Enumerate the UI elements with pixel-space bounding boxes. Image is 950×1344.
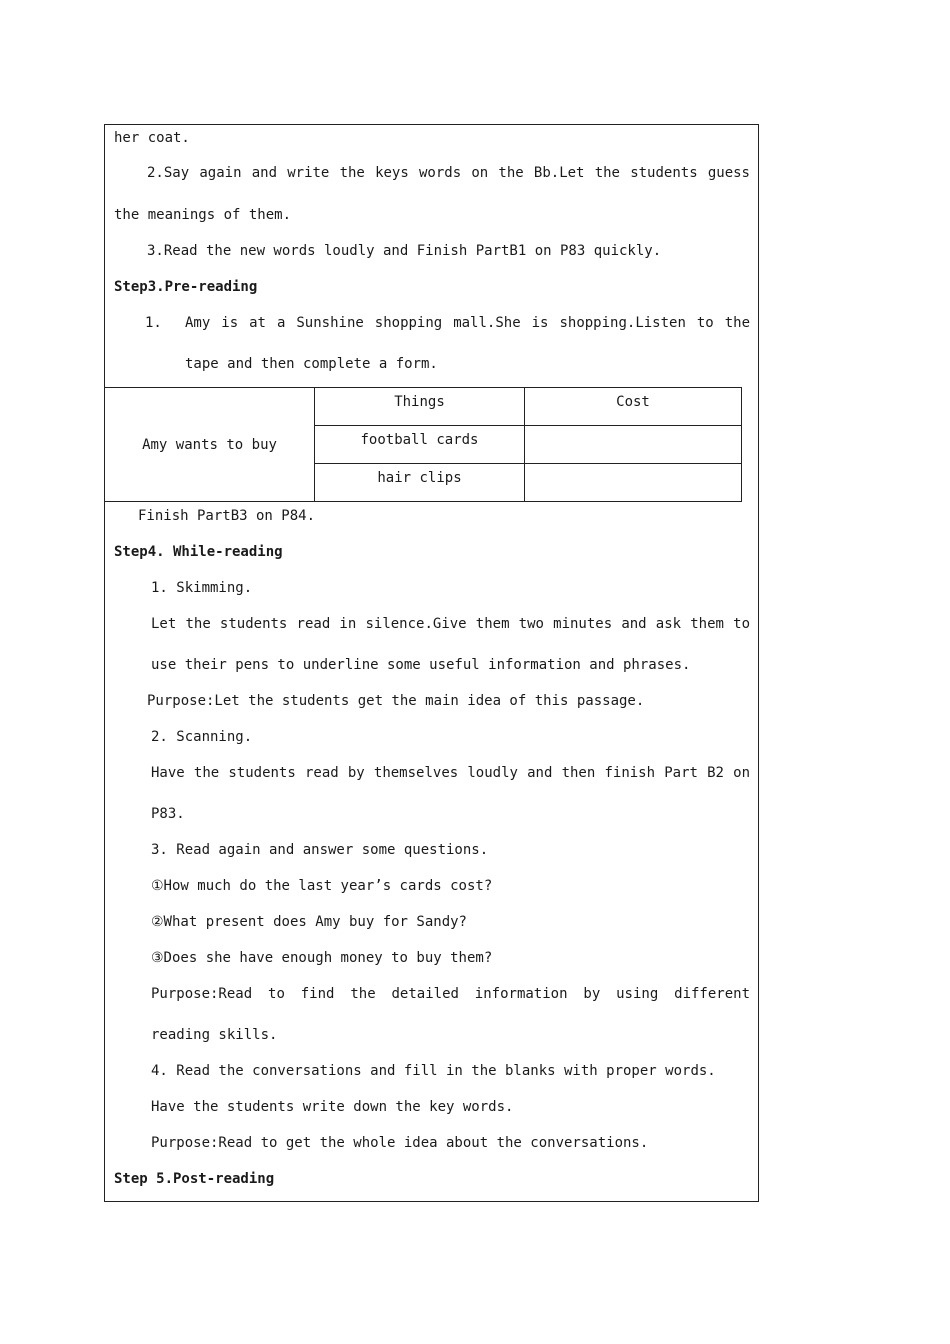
text-line: Have the students write down the key words.: [151, 1099, 514, 1115]
text-line: 3. Read again and answer some questions.: [151, 842, 489, 858]
step-heading: Step3.Pre-reading: [114, 279, 258, 295]
text-line: 3.Read the new words loudly and Finish PartB1 on P83 quickly.: [147, 243, 662, 259]
text-line: Purpose:Read to get the whole idea about the conversations.: [151, 1135, 649, 1151]
text-line: 4. Read the conversations and fill in the blanks with proper words.: [151, 1063, 716, 1079]
text-line: tape and then complete a form.: [185, 356, 438, 372]
text-line: 2. Scanning.: [151, 729, 253, 745]
form-cell-cost[interactable]: [525, 426, 742, 464]
text-line: Amy is at a Sunshine shopping mall.She is shopping.Listen to the: [185, 315, 750, 331]
text-line: 1. Skimming.: [151, 580, 253, 596]
question-line: ①How much do the last year’s cards cost?: [151, 878, 493, 894]
text-line: Let the students read in silence.Give them two minutes and ask them to: [151, 616, 750, 632]
text-line: reading skills.: [151, 1027, 278, 1043]
text-line: Have the students read by themselves loudly and then finish Part B2 on: [151, 765, 750, 781]
text-line: Finish PartB3 on P84.: [138, 508, 316, 524]
form-cell-cost[interactable]: [525, 464, 742, 502]
text-line: P83.: [151, 806, 185, 822]
text-line: the meanings of them.: [114, 207, 292, 223]
text-line: Purpose:Let the students get the main idea of this passage.: [147, 693, 645, 709]
question-line: ③Does she have enough money to buy them?: [151, 950, 493, 966]
text-line: 2.Say again and write the keys words on the Bb.Let the students guess: [147, 165, 750, 181]
step-heading: Step4. While-reading: [114, 544, 283, 560]
text-line: Purpose:Read to find the detailed information by using different: [151, 986, 750, 1002]
form-header-things: Things: [315, 388, 525, 426]
list-number: 1.: [145, 315, 162, 331]
form-row-label: Amy wants to buy: [105, 388, 315, 502]
step-heading: Step 5.Post-reading: [114, 1171, 275, 1187]
form-cell-thing: football cards: [315, 426, 525, 464]
text-line: use their pens to underline some useful information and phrases.: [151, 657, 691, 673]
shopping-form-table: [104, 387, 742, 502]
question-line: ②What present does Amy buy for Sandy?: [151, 914, 467, 930]
form-cell-thing: hair clips: [315, 464, 525, 502]
text-line: her coat.: [114, 130, 190, 146]
form-header-cost: Cost: [525, 388, 742, 426]
